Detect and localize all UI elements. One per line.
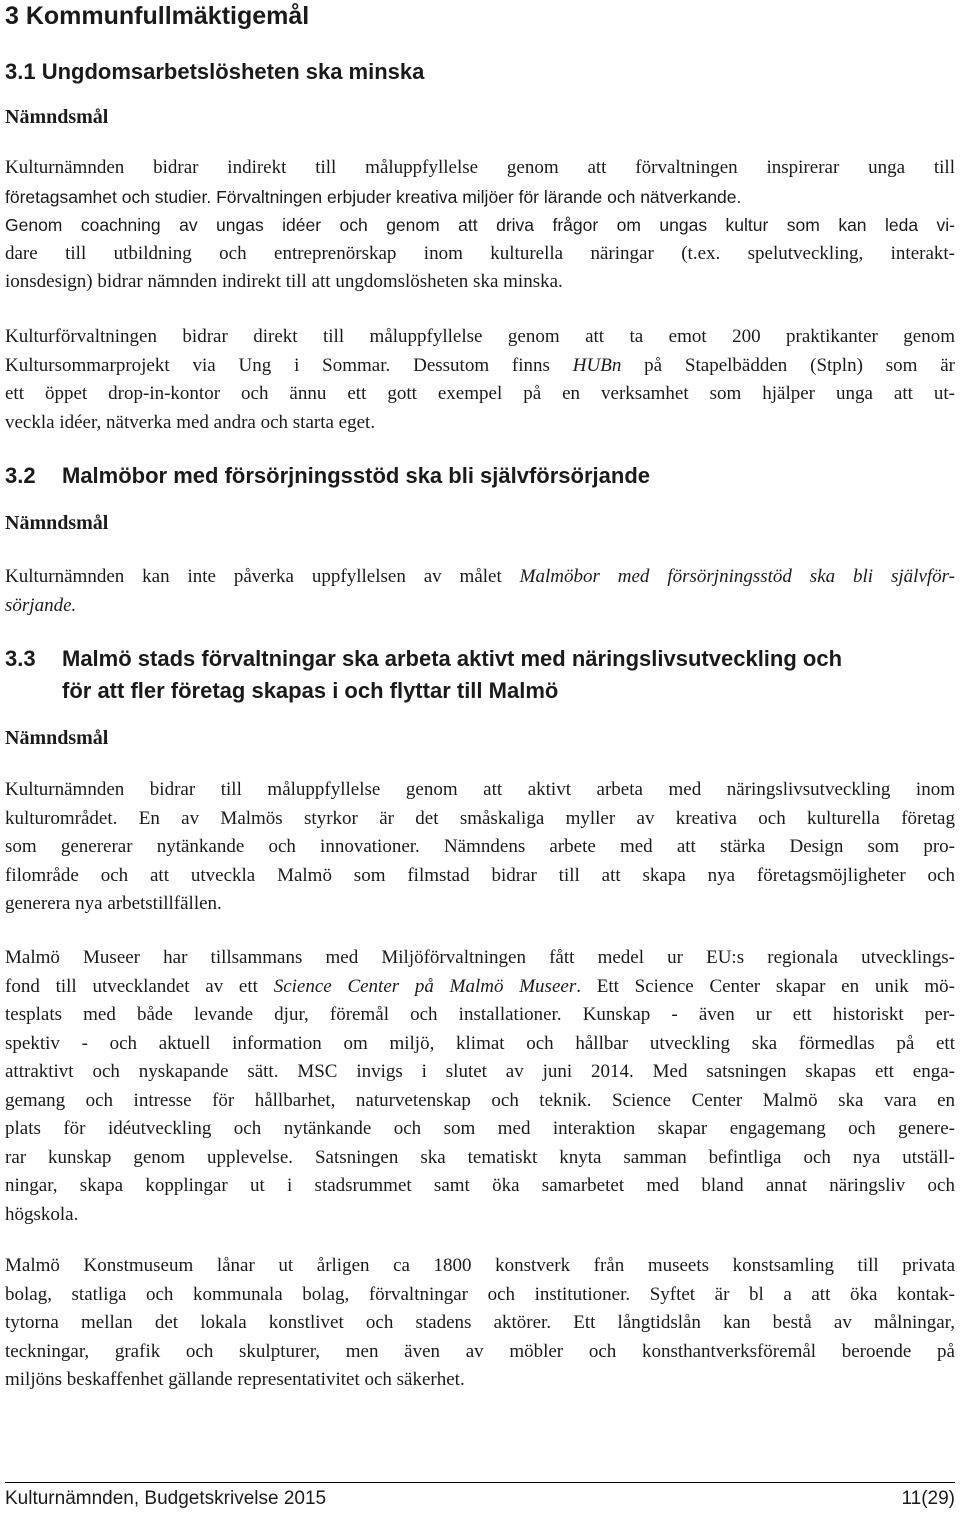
- page-footer: [5, 1488, 955, 1510]
- text-line: rar kunskap genom upplevelse. Satsningen ska tematiskt knyta samman befintliga och nya utställ-: [5, 1146, 955, 1168]
- text-line: attraktivt och nyskapande sätt. MSC invigs i slutet av juni 2014. Med satsningen skapas ett enga-: [5, 1061, 955, 1082]
- text-line: ionsdesign) bidrar nämnden indirekt till att ungdomslösheten ska minska.: [5, 271, 563, 292]
- subheading-namndsmal-3-3: Nämndsmål: [5, 727, 109, 749]
- chapter-heading: 3 Kommunfullmäktigemål: [5, 2, 310, 30]
- footer-document-title: Kulturnämnden, Budgetskrivelse 2015: [5, 1488, 327, 1509]
- text-line: veckla idéer, nätverka med andra och starta eget.: [5, 411, 376, 433]
- text-line: Kulturnämnden bidrar indirekt till måluppfyllelse genom att förvaltningen inspirerar unga till: [5, 157, 955, 178]
- science-center-italic: Science Center på Malmö Museer: [273, 975, 577, 997]
- text-line: Kultursommarprojekt via Ung i Sommar. Dessutom finns HUBn på Stapelbädden (Stpln) som är: [5, 354, 955, 376]
- text-line: dare till utbildning och entreprenörskap inom kulturella näringar (t.ex. spelutveckling, interakt-: [5, 242, 955, 264]
- text-line: högskola.: [5, 1203, 79, 1225]
- paragraph-3-3-a: [5, 776, 955, 919]
- subheading-namndsmal-3-1: Nämndsmål: [5, 106, 109, 128]
- paragraph-3-3-c: [5, 1252, 955, 1395]
- footer-page-number: 11(29): [901, 1488, 955, 1509]
- subheading-namndsmal-3-2: Nämndsmål: [5, 512, 109, 534]
- text-line: som genererar nytänkande och innovationer. Nämndens arbete med att stärka Design som pro-: [5, 836, 955, 857]
- text-line: tytorna mellan det lokala konstlivet och stadens aktörer. Ett långtidslån kan bestå av målningar,: [5, 1312, 955, 1333]
- text-line: miljöns beskaffenhet gällande representativitet och säkerhet.: [5, 1369, 465, 1390]
- text-line: Kulturförvaltningen bidrar direkt till måluppfyllelse genom att ta emot 200 praktikanter genom: [5, 326, 955, 347]
- text-line: teckningar, grafik och skulpturer, men även av möbler och konsthantverksföremål beroende på: [5, 1340, 955, 1362]
- section-heading-3-3: 3.3 Malmö stads förvaltningar ska arbeta aktivt med näringslivsutveckling och för att fler företag skapas i och flyttar till Malmö: [5, 646, 843, 703]
- text-line: ningar, skapa kopplingar ut i stadsrummet samt öka samarbetet med bland annat näringsliv och: [5, 1175, 955, 1196]
- text-line: sörjande.: [5, 594, 77, 616]
- text-line: Kulturnämnden kan inte påverka uppfyllelsen av målet Malmöbor med försörjningsstöd ska bli självför-: [5, 566, 955, 587]
- goal-italic: Malmöbor med försörjningsstöd ska bli självför-: [519, 566, 955, 587]
- text-line: kulturområdet. En av Malmös styrkor är det småskaliga myller av kreativa och kulturella företag: [5, 807, 955, 829]
- text-line: ett öppet drop-in-kontor och ännu ett gott exempel på en verksamhet som hjälper unga att ut-: [5, 383, 955, 404]
- text-line: bolag, statliga och kommunala bolag, förvaltningar och institutioner. Syftet är bl a att öka kontak-: [5, 1283, 955, 1305]
- text-line: Malmö Konstmuseum lånar ut årligen ca 1800 konstverk från museets konstsamling till privata: [5, 1255, 955, 1276]
- text-line: företagsamhet och studier. Förvaltningen erbjuder kreativa miljöer för lärande och nätverkande.: [5, 186, 742, 207]
- text-line: spektiv - och aktuell information om miljö, klimat och hållbar utveckling ska förmedlas på ett: [5, 1032, 955, 1054]
- paragraph-3-3-b: [5, 944, 955, 1229]
- text-line: Malmö Museer har tillsammans med Miljöförvaltningen fått medel ur EU:s regionala utvecklings-: [5, 947, 955, 968]
- text-line: plats för idéutveckling och nytänkande och som med interaktion skapar engagemang och genere-: [5, 1118, 955, 1139]
- section-heading-3-2: 3.2 Malmöbor med försörjningsstöd ska bli självförsörjande: [5, 463, 651, 488]
- text-line: filområde och att utveckla Malmö som filmstad bidrar till att skapa nya företagsmöjligheter och: [5, 864, 955, 886]
- text-line: tesplats med både levande djur, föremål och installationer. Kunskap - även ur ett historiskt per-: [5, 1004, 955, 1025]
- text-line: fond till utvecklandet av ett Science Center på Malmö Museer. Ett Science Center skapar en unik mö-: [5, 975, 955, 997]
- section-heading-3-1: 3.1 Ungdomsarbetslösheten ska minska: [5, 59, 425, 84]
- paragraph-3-1-a: [5, 154, 955, 297]
- footer-divider: [5, 1482, 955, 1483]
- text-line: gemang och intresse för hållbarhet, naturvetenskap och teknik. Science Center Malmö ska vara en: [5, 1089, 955, 1111]
- hubn-italic: HUBn: [572, 354, 622, 376]
- text-line: Genom coachning av ungas idéer och genom att driva frågor om ungas kultur som kan leda vi-: [5, 215, 955, 235]
- text-line: generera nya arbetstillfällen.: [5, 893, 222, 914]
- paragraph-3-2: [5, 563, 955, 620]
- paragraph-3-1-b: [5, 323, 955, 437]
- text-line: Kulturnämnden bidrar till måluppfyllelse genom att aktivt arbeta med näringslivsutveckling inom: [5, 779, 955, 800]
